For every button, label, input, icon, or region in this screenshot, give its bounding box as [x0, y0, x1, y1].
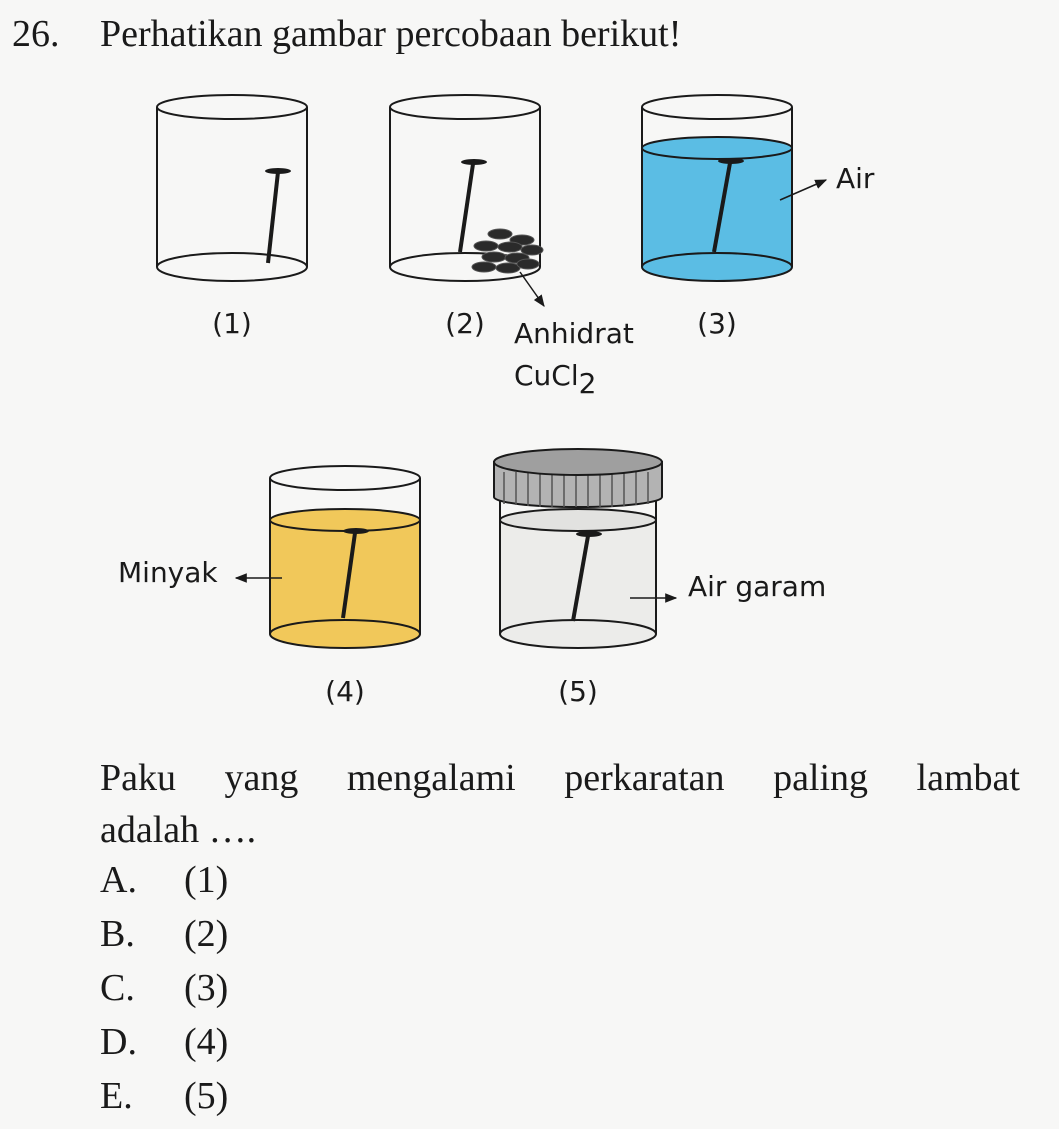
option-letter: D.	[100, 1021, 137, 1063]
question-stem	[100, 752, 1020, 856]
jar-lid-icon	[494, 449, 662, 507]
option-value: (5)	[184, 1075, 229, 1117]
stem-line-2: adalah ….	[100, 809, 257, 851]
option-letter: E.	[100, 1075, 133, 1117]
answer-options	[100, 858, 228, 1128]
stem-word: perkaratan	[564, 757, 725, 799]
beaker-1	[157, 95, 307, 281]
beaker-4	[236, 466, 420, 648]
beaker-label-5: (5)	[558, 675, 598, 708]
option-a[interactable]	[100, 858, 228, 912]
beaker-5	[494, 449, 676, 648]
stem-word: mengalami	[346, 757, 516, 799]
beaker-3	[642, 95, 826, 281]
cucl2-annotation: CuCl2	[514, 359, 597, 400]
option-letter: B.	[100, 913, 135, 955]
beaker-label-4: (4)	[325, 675, 365, 708]
air-garam-annotation: Air garam	[688, 570, 827, 603]
stem-word: lambat	[916, 757, 1020, 799]
beaker-label-2: (2)	[445, 307, 485, 340]
nail-icon	[460, 159, 487, 252]
option-d[interactable]	[100, 1020, 228, 1074]
option-letter: A.	[100, 859, 137, 901]
option-letter: C.	[100, 967, 135, 1009]
question-instruction: Perhatikan gambar percobaan berikut!	[100, 13, 682, 55]
beaker-label-1: (1)	[212, 307, 252, 340]
stem-line-1	[100, 752, 1020, 804]
option-value: (3)	[184, 967, 229, 1009]
option-value: (1)	[184, 859, 229, 901]
minyak-annotation: Minyak	[118, 556, 218, 589]
beaker-2	[390, 95, 544, 306]
air-annotation: Air	[836, 162, 875, 195]
option-e[interactable]	[100, 1074, 228, 1128]
beaker-label-3: (3)	[697, 307, 737, 340]
question-number: 26.	[12, 13, 60, 55]
stem-word: paling	[773, 757, 869, 799]
option-b[interactable]	[100, 912, 228, 966]
option-value: (4)	[184, 1021, 229, 1063]
nail-icon	[265, 168, 291, 263]
anhidrat-annotation: Anhidrat	[514, 317, 634, 350]
stem-word: Paku	[100, 757, 176, 799]
stem-word: yang	[224, 757, 299, 799]
option-value: (2)	[184, 913, 229, 955]
option-c[interactable]	[100, 966, 228, 1020]
cucl2-pellets-icon	[472, 229, 543, 273]
